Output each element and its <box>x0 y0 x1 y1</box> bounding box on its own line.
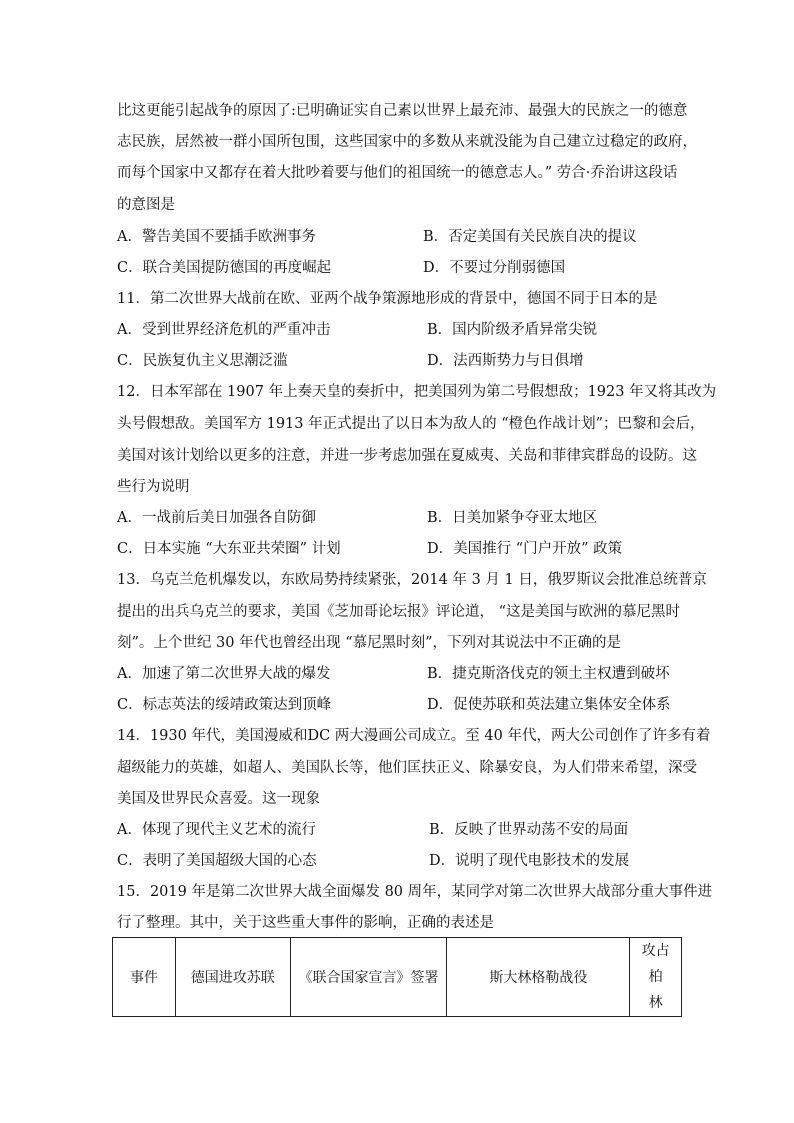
q11-stem: 11．第二次世界大战前在欧、亚两个战争策源地形成的背景中，德国不同于日本的是 <box>117 291 658 307</box>
q11-option-b: B．国内阶级矛盾异常尖锐 <box>427 322 598 338</box>
events-table <box>112 937 682 1017</box>
q12-stem-line-3: 美国对该计划给以更多的注意，并进一步考虑加强在夏威夷、关岛和菲律宾群岛的设防。这 <box>117 448 697 464</box>
q10-stem-line-1: 比这更能引起战争的原因了:已明确证实自己素以世界上最充沛、最强大的民族之一的德意 <box>117 103 688 119</box>
table-row <box>113 938 682 1017</box>
q12-option-d: D．美国推行 “门户开放” 政策 <box>427 541 623 557</box>
q13-stem-line-2: 提出的出兵乌克兰的要求，美国《芝加哥论坛报》评论道， “这是美国与欧洲的慕尼黑时 <box>117 604 681 620</box>
q13-stem-line-1: 13．乌克兰危机爆发以，东欧局势持续紧张，2014 年 3 月 1 日，俄罗斯议会批准总统普京 <box>117 572 707 588</box>
q12-option-b: B．日美加紧争夺亚太地区 <box>427 510 598 526</box>
q11-option-d: D．法西斯势力与日俱增 <box>427 353 584 369</box>
q14-stem-line-3: 美国及世界民众喜爱。这一现象 <box>117 791 320 807</box>
q15-stem-line-2: 行了整理。其中，关于这些重大事件的影响，正确的表述是 <box>117 915 494 931</box>
q13-option-c: C．标志英法的绥靖政策达到顶峰 <box>117 697 332 713</box>
q14-stem-line-1: 14．1930 年代，美国漫威和DC 两大漫画公司成立。至 40 年代，两大公司创作了许多有着 <box>117 728 711 744</box>
table-cell-berlin-line-1: 攻占柏 <box>641 943 670 985</box>
q14-stem-line-2: 超级能力的英雄，如超人、美国队长等，他们匡扶正义、除暴安良，为人们带来希望，深受 <box>117 760 697 776</box>
table-cell-un-declaration: 《联合国家宣言》签署 <box>290 938 447 1017</box>
q13-stem-line-3: 刻”。上个世纪 30 年代也曾经出现 “慕尼黑时刻”，下列对其说法中不正确的是 <box>117 635 622 651</box>
table-cell-berlin <box>630 938 682 1017</box>
q15-stem-line-1: 15．2019 年是第二次世界大战全面爆发 80 周年，某同学对第二次世界大战部分重大事件进 <box>117 884 713 900</box>
q14-option-b: B．反映了世界动荡不安的局面 <box>429 822 629 838</box>
q13-option-d: D．促使苏联和英法建立集体安全体系 <box>427 697 671 713</box>
q10-option-c: C．联合美国提防德国的再度崛起 <box>117 260 332 276</box>
q12-stem-line-2: 头号假想敌。美国军方 1913 年正式提出了以日本为敌人的 “橙色作战计划”；巴黎和会后， <box>117 416 705 432</box>
q14-option-d: D．说明了现代电影技术的发展 <box>429 853 630 869</box>
q12-stem-line-4: 些行为说明 <box>117 479 190 495</box>
table-header-cell: 事件 <box>113 938 176 1017</box>
q13-option-a: A．加速了第二次世界大战的爆发 <box>117 666 331 682</box>
q10-stem-line-3: 而每个国家中又都存在着大批吵着要与他们的祖国统一的德意志人。” 劳合·乔治讲这段话 <box>117 165 678 181</box>
q13-option-b: B．捷克斯洛伐克的领土主权遭到破坏 <box>427 666 670 682</box>
q10-option-b: B．否定美国有关民族自决的提议 <box>423 229 637 245</box>
q10-option-a: A．警告美国不要插手欧洲事务 <box>117 229 316 245</box>
q10-stem-line-2: 志民族，居然被一群小国所包围，这些国家中的多数从来就没能为自己建立过稳定的政府， <box>117 134 697 150</box>
q12-stem-line-1: 12．日本军部在 1907 年上奏天皇的奏折中，把美国列为第二号假想敌；1923 年又将其改为 <box>117 384 717 400</box>
table-cell-berlin-line-2: 林 <box>648 995 663 1011</box>
q10-option-d: D．不要过分削弱德国 <box>423 260 566 276</box>
q10-stem-line-4: 的意图是 <box>117 197 175 213</box>
q11-option-c: C．民族复仇主义思潮泛滥 <box>117 353 288 369</box>
q12-option-a: A．一战前后美日加强各自防御 <box>117 510 316 526</box>
q11-option-a: A．受到世界经济危机的严重冲击 <box>117 322 331 338</box>
table-cell-germany-invades-ussr: 德国进攻苏联 <box>176 938 290 1017</box>
q14-option-a: A．体现了现代主义艺术的流行 <box>117 822 316 838</box>
q14-option-c: C．表明了美国超级大国的心态 <box>117 853 317 869</box>
q12-option-c: C．日本实施 “大东亚共荣圈” 计划 <box>117 541 341 557</box>
table-cell-stalingrad: 斯大林格勒战役 <box>447 938 630 1017</box>
